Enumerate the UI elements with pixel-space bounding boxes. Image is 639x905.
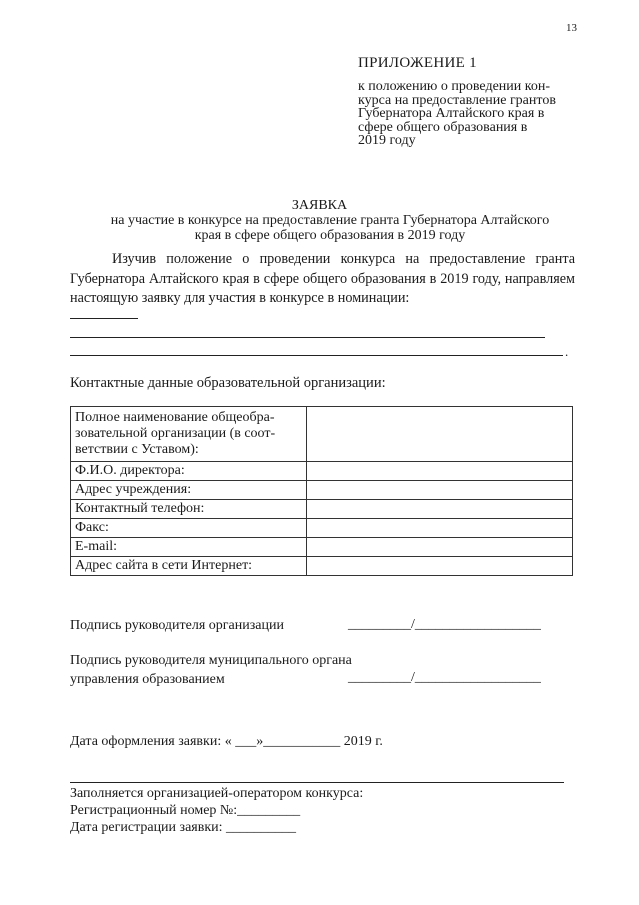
- registration-number-field[interactable]: Регистрационный номер №:_________: [70, 803, 301, 818]
- operator-section: [70, 785, 363, 836]
- municipal-label-line: Подпись руководителя муниципального органа: [70, 653, 352, 668]
- contact-value-email[interactable]: [307, 538, 573, 557]
- nomination-field-short[interactable]: [70, 318, 138, 319]
- contact-label-email: E-mail:: [71, 538, 307, 557]
- contact-label-phone: Контактный телефон:: [71, 500, 307, 519]
- registration-date-field[interactable]: Дата регистрации заявки: __________: [70, 820, 297, 835]
- table-row: [71, 462, 573, 481]
- divider: [70, 782, 564, 783]
- contacts-table: [70, 406, 573, 576]
- contact-label-director: Ф.И.О. директора:: [71, 462, 307, 481]
- table-row: [71, 538, 573, 557]
- contact-value-fax[interactable]: [307, 519, 573, 538]
- nomination-end-period: .: [565, 344, 569, 359]
- table-row: [71, 557, 573, 576]
- nomination-field-line-1[interactable]: [70, 337, 545, 338]
- municipal-label-line: управления образованием: [70, 672, 225, 687]
- table-row: [71, 407, 573, 462]
- contact-value-website[interactable]: [307, 557, 573, 576]
- appendix-line: курса на предоставление грантов: [358, 92, 556, 108]
- operator-heading: Заполняется организацией-оператором конкурса:: [70, 786, 364, 801]
- contacts-heading: Контактные данные образовательной организации:: [70, 375, 386, 391]
- subtitle-line: на участие в конкурсе на предоставление гранта Губернатора Алтайского: [110, 213, 550, 228]
- appendix-line: Губернатора Алтайского края в: [358, 106, 545, 121]
- contact-label-address: Адрес учреждения:: [71, 481, 307, 500]
- nomination-field-line-2[interactable]: [70, 355, 563, 356]
- document-title: ЗАЯВКА: [291, 198, 348, 213]
- subtitle-line: края в сфере общего образования в 2019 году: [194, 228, 466, 243]
- head-signature-field[interactable]: _________/__________________: [348, 617, 541, 632]
- application-date[interactable]: Дата оформления заявки: « ___»___________ 2019 г.: [70, 734, 383, 749]
- appendix-description: [358, 80, 572, 148]
- appendix-line: к положению о проведении кон-: [358, 79, 551, 94]
- municipal-signature-label: [70, 651, 352, 689]
- table-row: [71, 500, 573, 519]
- document-subtitle: [70, 213, 590, 243]
- appendix-line: 2019 году: [358, 133, 416, 148]
- contact-value-director[interactable]: [307, 462, 573, 481]
- page-number: 13: [566, 22, 577, 34]
- contact-label-fax: Факс:: [71, 519, 307, 538]
- appendix-line: сфере общего образования в: [358, 119, 528, 135]
- municipal-signature-field[interactable]: _________/__________________: [348, 670, 541, 685]
- intro-paragraph: Изучив положение о проведении конкурса на предоставление гранта Губернатора Алтайского края в сфере общего образования в 2019 году, направляем настоящую заявку для участия в конкурсе в номинации:: [70, 251, 575, 306]
- table-row: [71, 519, 573, 538]
- table-row: [71, 481, 573, 500]
- contact-value-full-name[interactable]: [307, 407, 573, 462]
- contact-label-full-name: Полное наименование общеобра-зовательной организации (в соот-ветствии с Уставом):: [71, 407, 307, 462]
- appendix-title: ПРИЛОЖЕНИЕ 1: [358, 55, 477, 71]
- contact-label-website: Адрес сайта в сети Интернет:: [71, 557, 307, 576]
- contact-value-phone[interactable]: [307, 500, 573, 519]
- contact-value-address[interactable]: [307, 481, 573, 500]
- head-signature-label: Подпись руководителя организации: [70, 618, 284, 633]
